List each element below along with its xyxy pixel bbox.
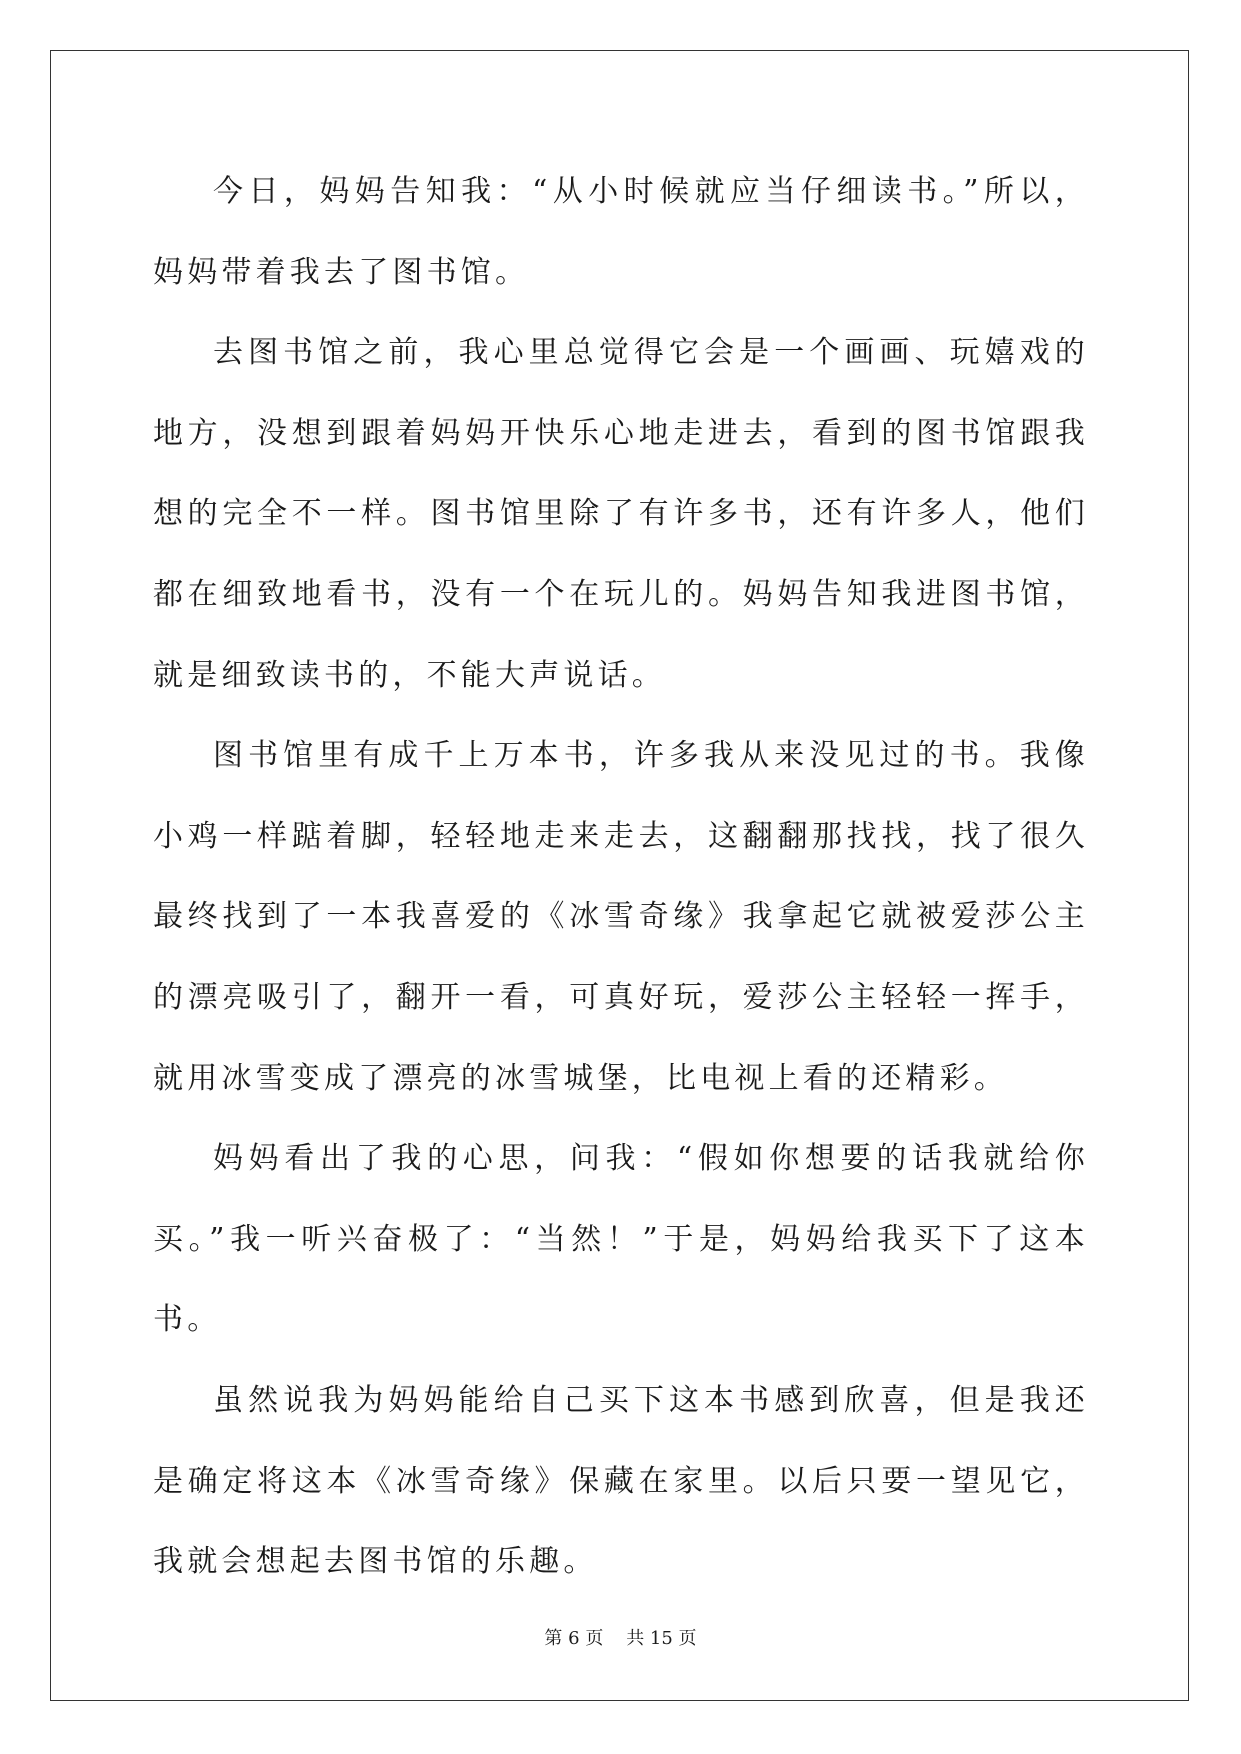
document-body: [153, 152, 1089, 1603]
paragraph-2: 去图书馆之前，我心里总觉得它会是一个画画、玩嬉戏的地方，没想到跟着妈妈开快乐心地走进去，看到的图书馆跟我想的完全不一样。图书馆里除了有许多书，还有许多人，他们都在细致地看书，没有一个在玩儿的。妈妈告知我进图书馆，就是细致读书的，不能大声说话。: [153, 335, 1089, 693]
paragraph-3: 图书馆里有成千上万本书，许多我从来没见过的书。我像小鸡一样踮着脚，轻轻地走来走去，这翻翻那找找，找了很久最终找到了一本我喜爱的《冰雪奇缘》我拿起它就被爱莎公主的漂亮吸引了，翻开一看，可真好玩，爱莎公主轻轻一挥手，就用冰雪变成了漂亮的冰雪城堡，比电视上看的还精彩。: [153, 738, 1089, 1096]
paragraph-4: 妈妈看出了我的心思，问我：“假如你想要的话我就给你买。”我一听兴奋极了：“当然！”于是，妈妈给我买下了这本书。: [153, 1141, 1089, 1338]
page-number-footer: 第 6 页 共 15 页: [544, 1628, 697, 1649]
paragraph-5: 虽然说我为妈妈能给自己买下这本书感到欣喜，但是我还是确定将这本《冰雪奇缘》保藏在家里。以后只要一望见它，我就会想起去图书馆的乐趣。: [153, 1382, 1089, 1580]
paragraph-1: 今日，妈妈告知我：“从小时候就应当仔细读书。”所以，妈妈带着我去了图书馆。: [153, 174, 1089, 290]
